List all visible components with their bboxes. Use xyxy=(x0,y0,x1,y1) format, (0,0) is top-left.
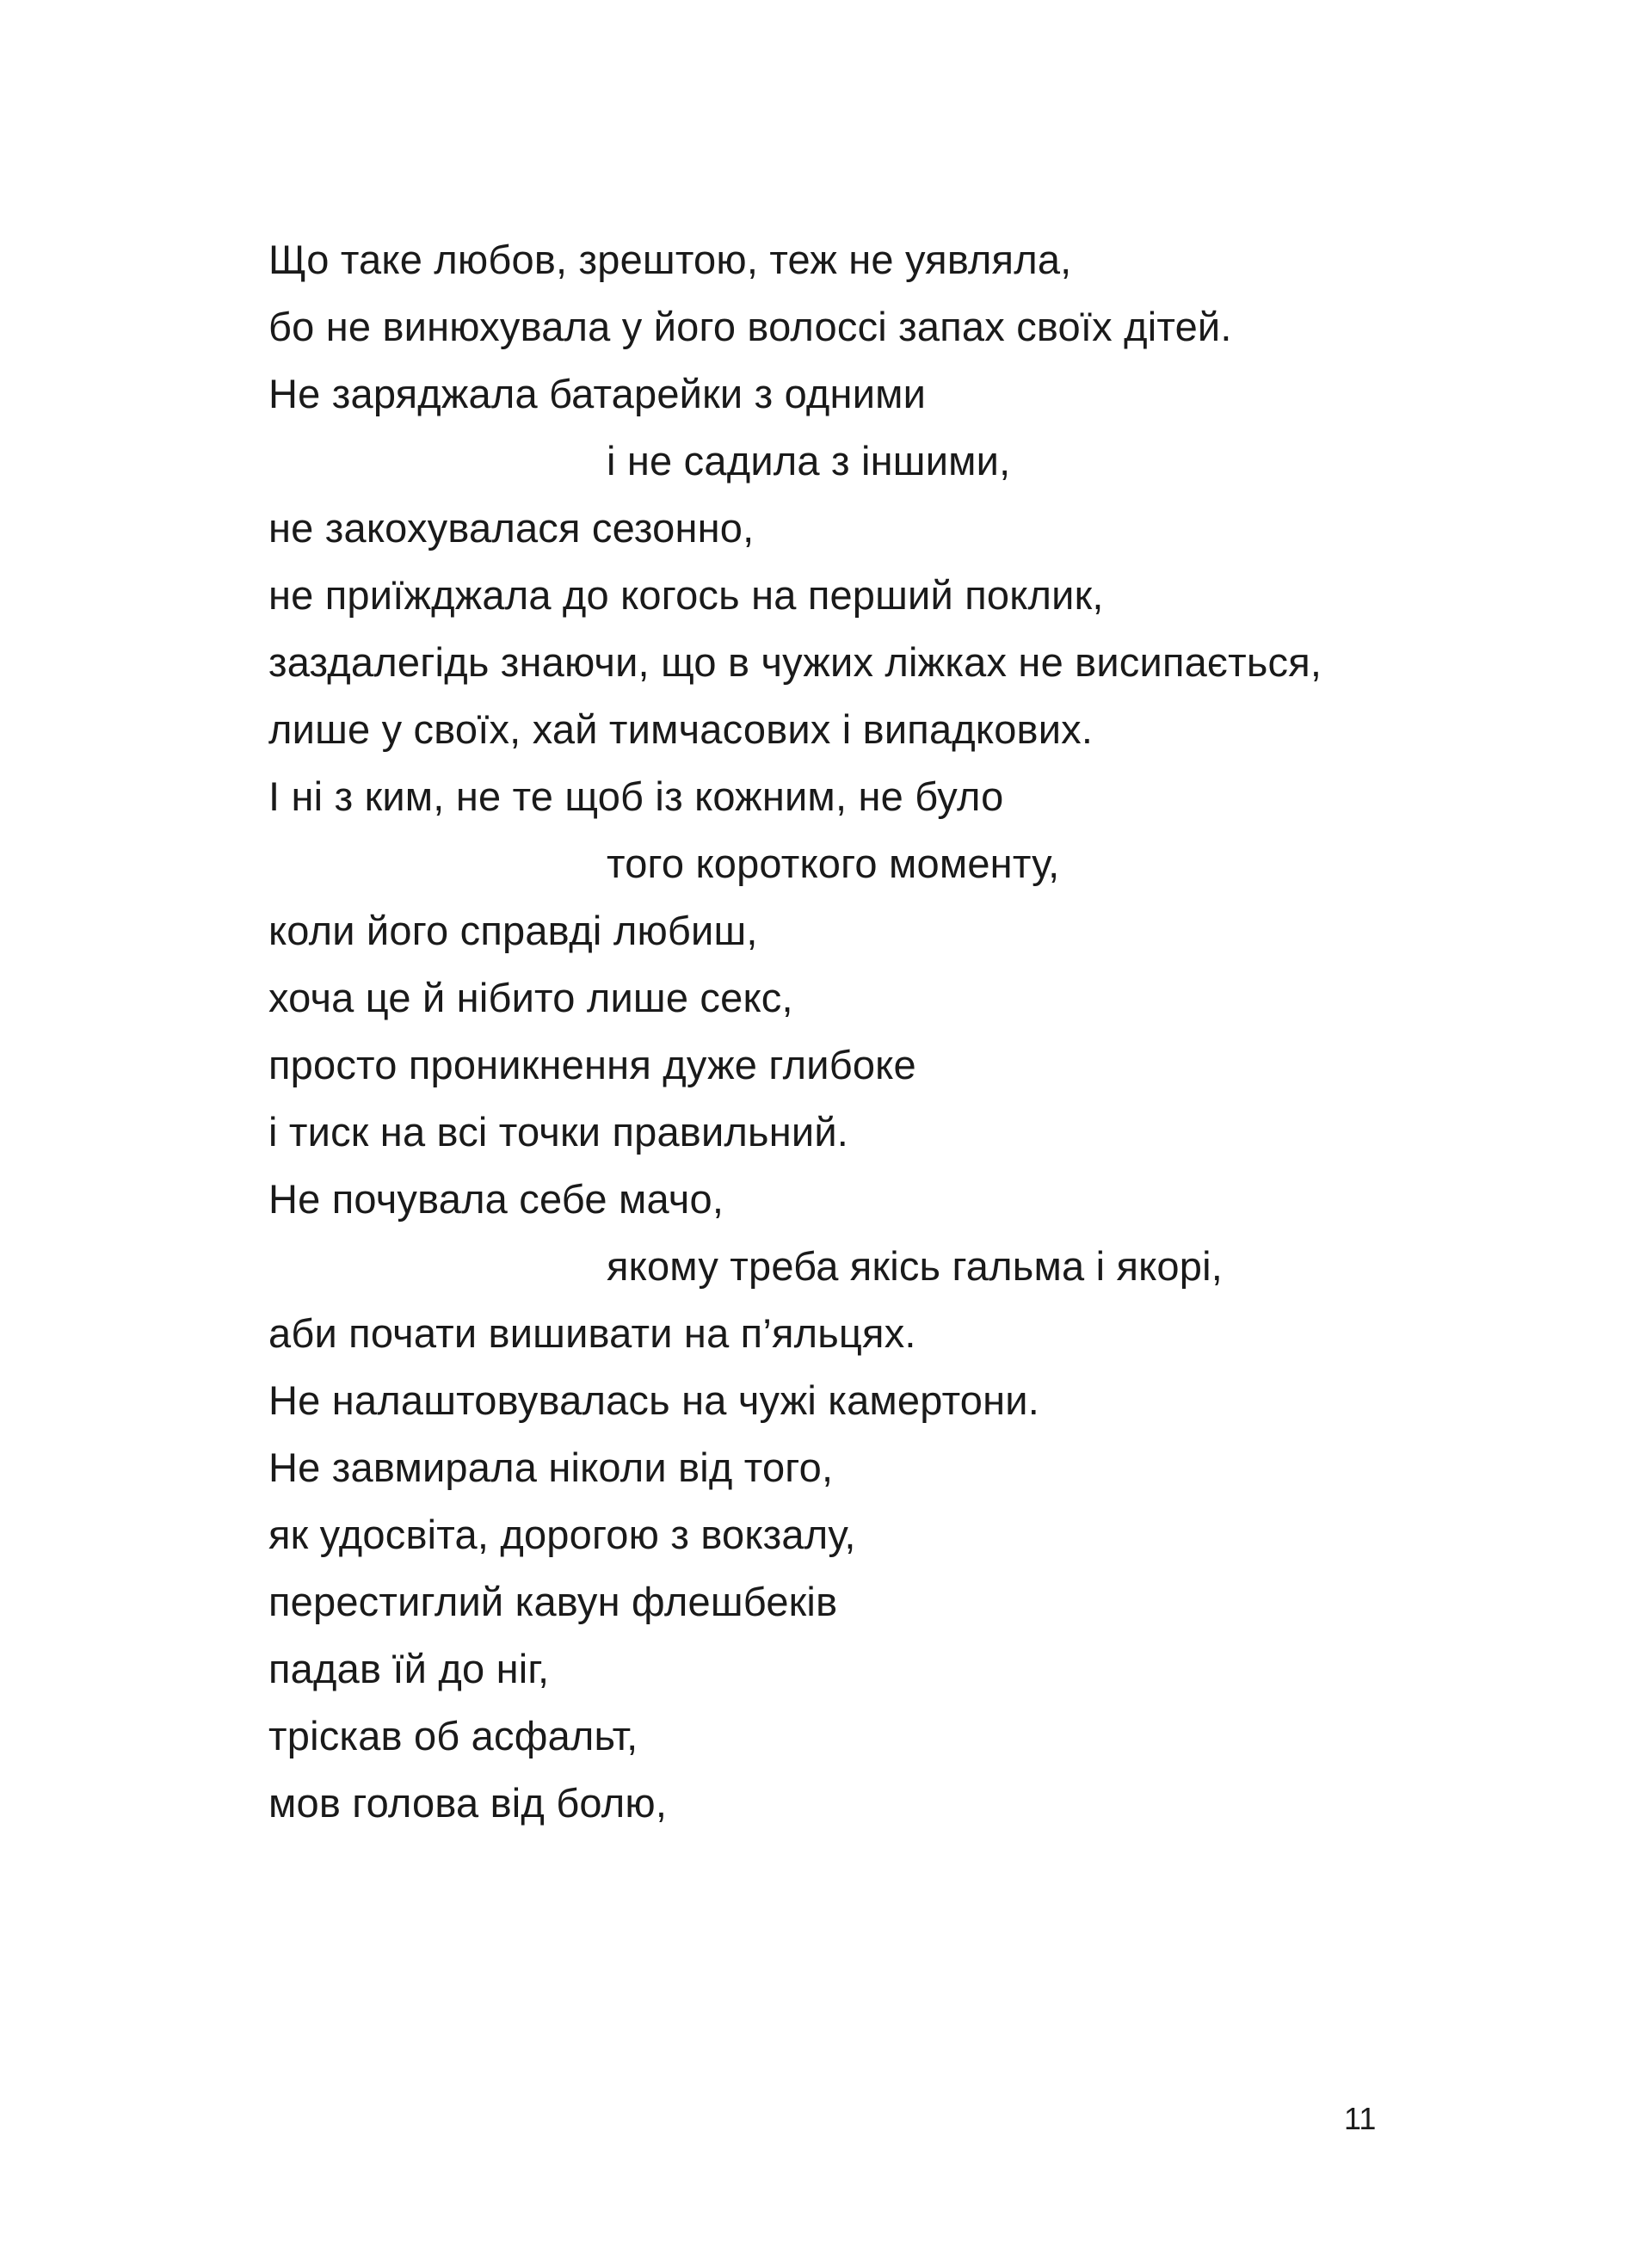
poem-line: Не налаштовувалась на чужі камертони. xyxy=(268,1377,1039,1423)
poem-line: І ні з ким, не те щоб із кожним, не було xyxy=(268,773,1004,819)
poem-line: хоча це й нібито лише секс, xyxy=(268,975,793,1020)
poem-line: падав їй до ніг, xyxy=(268,1646,550,1691)
poem-line: коли його справді любиш, xyxy=(268,908,758,953)
poem-line-indented: і не садила з іншими, xyxy=(607,438,1011,484)
poem-line: перестиглий кавун флешбеків xyxy=(268,1579,838,1624)
poem-line: Не завмирала ніколи від того, xyxy=(268,1444,834,1490)
poem-text xyxy=(268,226,1322,1837)
poem-line-indented: того короткого моменту, xyxy=(607,841,1060,886)
poem-line: не приїжджала до когось на перший поклик, xyxy=(268,572,1104,618)
page-number: 11 xyxy=(1344,2101,1377,2136)
poem-line: Що таке любов, зрештою, теж не уявляла, xyxy=(268,237,1072,282)
poem-line: заздалегідь знаючи, що в чужих ліжках не висипається, xyxy=(268,639,1322,685)
poem-line: і тиск на всі точки правильний. xyxy=(268,1109,849,1155)
poem-line: мов голова від болю, xyxy=(268,1780,668,1826)
poem-line: аби почати вишивати на п’яльцях. xyxy=(268,1310,916,1356)
poem-line: не закохувалася сезонно, xyxy=(268,505,755,551)
poem-line-indented: якому треба якісь гальма і якорі, xyxy=(607,1243,1223,1289)
poem-line: Не заряджала батарейки з одними xyxy=(268,371,927,416)
poem-line: тріскав об асфальт, xyxy=(268,1713,638,1758)
poem-line: бо не винюхувала у його волоссі запах своїх дітей. xyxy=(268,304,1232,349)
poem-line: лише у своїх, хай тимчасових і випадкових. xyxy=(268,706,1094,752)
poem-line: просто проникнення дуже глибоке xyxy=(268,1042,916,1087)
poem-line: як удосвіта, дорогою з вокзалу, xyxy=(268,1512,856,1557)
poem-line: Не почувала себе мачо, xyxy=(268,1176,724,1222)
